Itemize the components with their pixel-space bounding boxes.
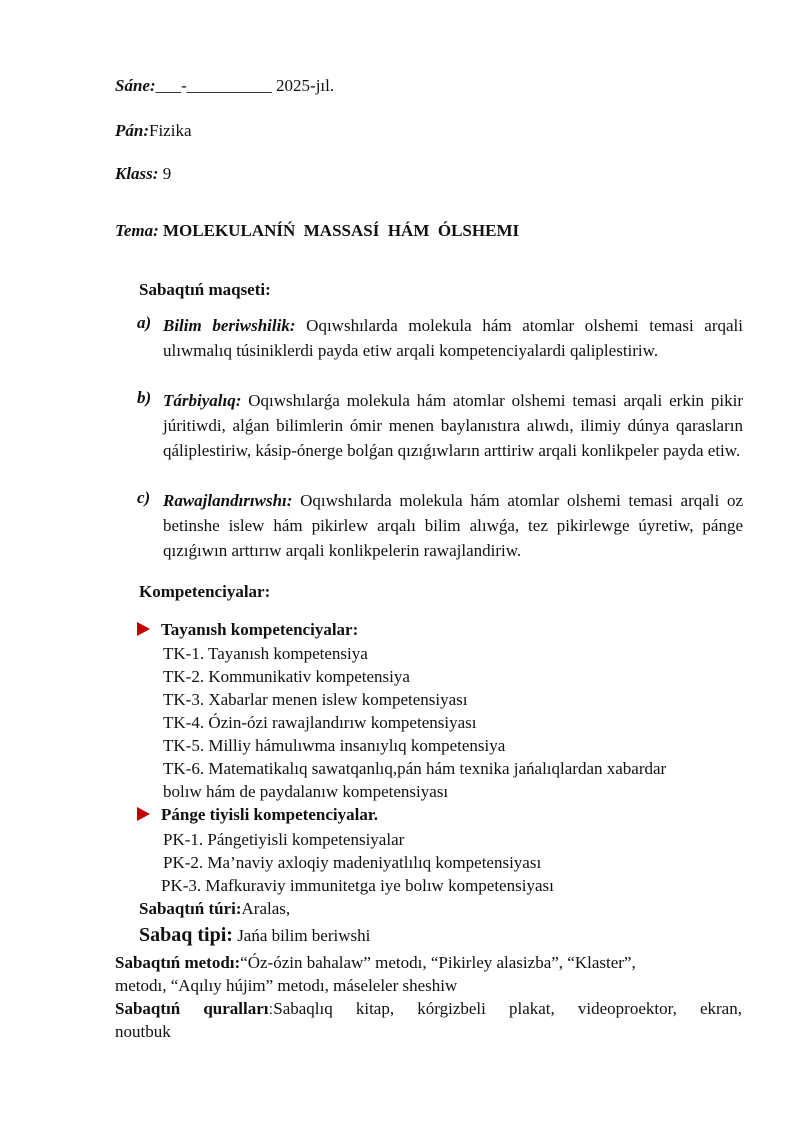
date-label: Sáne: bbox=[115, 76, 156, 95]
list-item: TK-2. Kommunikativ kompetensiya bbox=[163, 667, 410, 686]
lesson-type-value: Aralas, bbox=[241, 899, 291, 918]
lesson-tools-text: Sabaqlıq kitap, kórgizbeli plakat, videoproektor, ekran, bbox=[273, 999, 742, 1018]
lesson-tools-line-2: noutbuk bbox=[115, 1022, 171, 1041]
list-item: TK-3. Xabarlar menen islew kompetensiyası bbox=[163, 690, 468, 709]
class-value: 9 bbox=[162, 164, 172, 183]
lesson-type-label: Sabaqtıń túri: bbox=[139, 899, 242, 918]
list-item: PK-1. Pángetiyisli kompetensiyalar bbox=[163, 830, 405, 849]
list-item: TK-5. Milliy hámulıwma insanıylıq kompetensiya bbox=[163, 736, 506, 755]
basic-competencies-label: Tayanısh kompetenciyalar: bbox=[161, 620, 359, 639]
objective-label: Tárbiyalıq: bbox=[163, 391, 242, 410]
lesson-tools-label: Sabaqtıń qurallarıː bbox=[115, 999, 274, 1018]
lesson-kind-label: Sabaq tipi: bbox=[139, 924, 233, 946]
objective-label: Bilim beriwshilik: bbox=[163, 316, 296, 335]
objective-text: Oqıwshılarda molekula hám atomlar olshemi temasi arqali ulıwmalıq túsiniklerdi payda etiw arqali kompetenciyalardi qaliplestiriw. bbox=[163, 316, 744, 360]
subject-competencies-title bbox=[137, 803, 378, 826]
lesson-tools-line bbox=[115, 999, 742, 1019]
lesson-method-line bbox=[115, 953, 636, 973]
lesson-type-line bbox=[139, 899, 290, 919]
objective-text: Oqıwshılarda molekula hám atomlar olshemi temasi arqali oz betinshe islew hám pikirlew arqalı bilim alıwǵa, tez pikirlewge úyretiw, pánge qızıǵıwın arttırıw arqali konlikpelerin rawajlandiriw. bbox=[163, 491, 743, 560]
lesson-kind-value: Jańa bilim beriwshi bbox=[237, 926, 371, 945]
objective-marker: a) bbox=[137, 313, 152, 332]
date-blank: ___-__________ bbox=[155, 76, 272, 95]
topic-label: Tema: bbox=[115, 221, 159, 240]
list-item: TK-4. Ózin-ózi rawajlandırıw kompetensiyası bbox=[163, 713, 477, 732]
objective-marker: b) bbox=[137, 388, 152, 407]
lesson-kind-line bbox=[139, 924, 370, 947]
objective-label: Rawajlandırıwshı: bbox=[163, 491, 293, 510]
lesson-method-label: Sabaqtıń metodı: bbox=[115, 953, 241, 972]
subject-label: Pán: bbox=[115, 121, 149, 140]
class-label: Klass: bbox=[115, 164, 159, 183]
subject-line bbox=[115, 121, 192, 141]
lesson-method-text: “Óz-ózin bahalaw” metodı, “Pikirley alasizba”, “Klaster”, bbox=[240, 953, 636, 972]
basic-competencies-title bbox=[137, 618, 358, 641]
objective-marker: c) bbox=[137, 488, 151, 507]
objective-item-b bbox=[137, 388, 743, 463]
subject-value: Fizika bbox=[149, 121, 192, 140]
list-item: TK-1. Tayanısh kompetensiya bbox=[163, 644, 368, 663]
topic-line bbox=[115, 221, 519, 241]
objective-item-a bbox=[137, 313, 743, 363]
objectives-heading: Sabaqtıń maqseti: bbox=[139, 280, 271, 299]
objective-item-c bbox=[137, 488, 743, 563]
subject-competencies-label: Pánge tiyisli kompetenciyalar. bbox=[161, 805, 379, 824]
arrow-bullet-icon bbox=[137, 622, 150, 636]
list-item: bolıw hám de paydalanıw kompetensiyası bbox=[163, 782, 449, 801]
list-item: PK-2. Ma’naviy axloqiy madeniyatlılıq kompetensiyası bbox=[163, 853, 542, 872]
arrow-bullet-icon bbox=[137, 807, 150, 821]
class-line bbox=[115, 164, 171, 184]
objective-text: Oqıwshılarǵa molekula hám atomlar olshemi temasi arqali erkin pikir júritiwdi, alǵan bilimlerin ómir menen baylanıstıra alıwdı, ilimiy dúnya qarasların qáliplestiriw, kásip-ónerge bolǵan qızıǵıwların arttiriw arqali konlikpeler payda etiw. bbox=[163, 391, 744, 460]
lesson-method-line-2: metodı, “Aqılıy hújim” metodı, máseleler sheshiw bbox=[115, 976, 458, 995]
list-item: PK-3. Mafkuraviy immunitetga iye bolıw kompetensiyası bbox=[161, 876, 554, 895]
competencies-heading: Kompetenciyalar: bbox=[139, 582, 271, 601]
date-line bbox=[115, 76, 334, 96]
topic-value: MOLEKULANÍŃ MASSASÍ HÁM ÓLSHEMI bbox=[163, 221, 520, 240]
date-year: 2025-jıl. bbox=[276, 76, 335, 95]
list-item: TK-6. Matematikalıq sawatqanlıq,pán hám texnika jańalıqlardan xabardar bbox=[163, 759, 667, 778]
